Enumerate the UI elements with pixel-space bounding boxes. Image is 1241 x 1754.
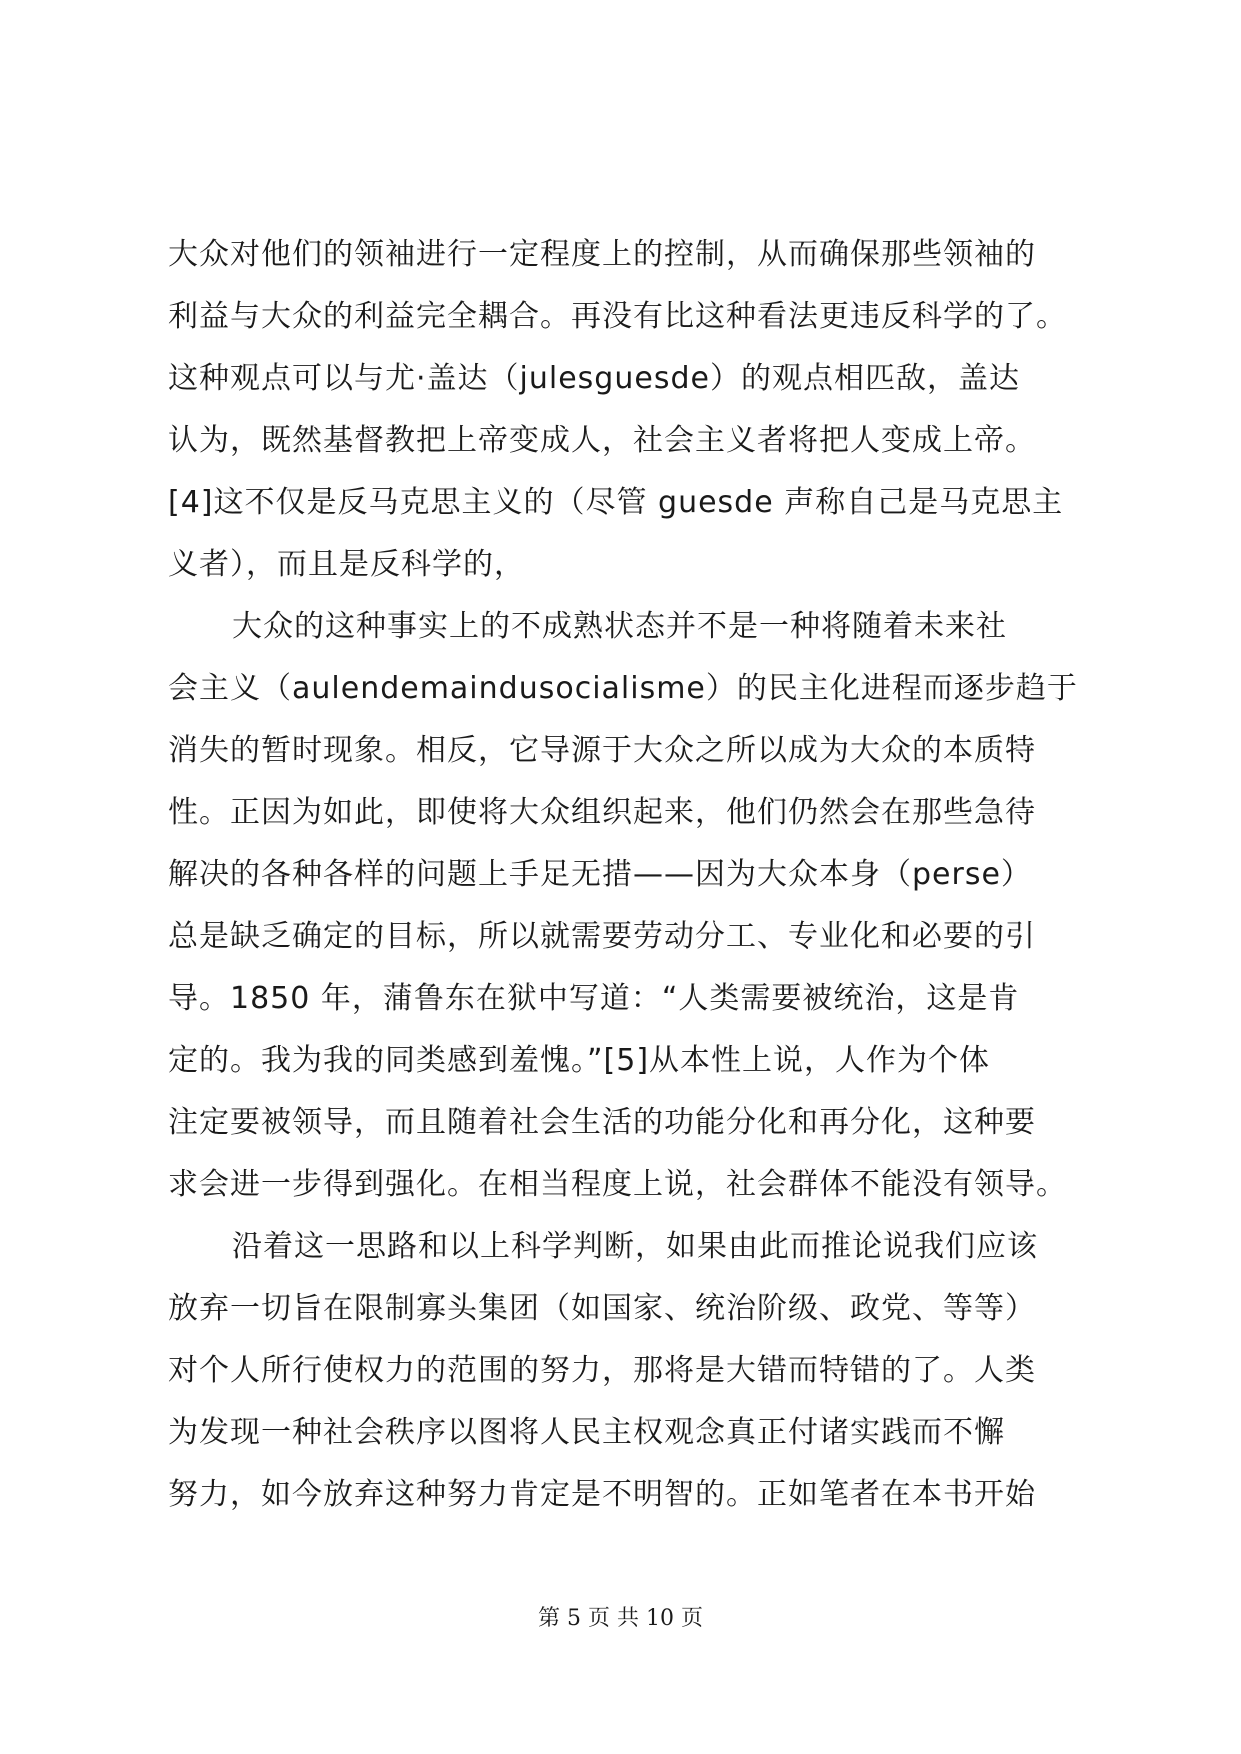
body-text: [168, 224, 1128, 1526]
page-footer: 第 5 页 共 10 页: [538, 1606, 703, 1631]
text-line: 大众对他们的领袖进行一定程度上的控制，从而确保那些领袖的: [168, 237, 1036, 272]
text-line: 总是缺乏确定的目标，所以就需要劳动分工、专业化和必要的引: [168, 919, 1036, 954]
text-line: 对个人所行使权力的范围的努力，那将是大错而特错的了。人类: [168, 1353, 1036, 1388]
text-line: 利益与大众的利益完全耦合。再没有比这种看法更违反科学的了。: [168, 299, 1067, 334]
text-line: 义者），而且是反科学的，: [168, 547, 525, 582]
text-line: 解决的各种各样的问题上手足无措——因为大众本身（perse）: [168, 857, 1032, 892]
text-line: 性。正因为如此，即使将大众组织起来，他们仍然会在那些急待: [168, 795, 1036, 830]
text-line: 导。1850 年，蒲鲁东在狱中写道：“人类需要被统治，这是肯: [168, 981, 1020, 1016]
text-line: 消失的暂时现象。相反，它导源于大众之所以成为大众的本质特: [168, 733, 1036, 768]
text-line: 定的。我为我的同类感到羞愧。”[5]从本性上说，人作为个体: [168, 1043, 991, 1078]
text-line: 会主义（aulendemaindusocialisme）的民主化进程而逐步趋于: [168, 671, 1078, 706]
paragraph-start-line: 沿着这一思路和以上科学判断，如果由此而推论说我们应该: [232, 1229, 1038, 1264]
text-line: 这种观点可以与尤·盖达（julesguesde）的观点相匹敌，盖达: [168, 361, 1020, 396]
text-line: 注定要被领导，而且随着社会生活的功能分化和再分化，这种要: [168, 1105, 1036, 1140]
text-line: 努力，如今放弃这种努力肯定是不明智的。正如笔者在本书开始: [168, 1477, 1036, 1512]
text-line: [4]这不仅是反马克思主义的（尽管 guesde 声称自己是马克思主: [168, 485, 1064, 520]
text-line: 放弃一切旨在限制寡头集团（如国家、统治阶级、政党、等等）: [168, 1291, 1036, 1326]
text-line: 认为，既然基督教把上帝变成人，社会主义者将把人变成上帝。: [168, 423, 1036, 458]
paragraph-start-line: 大众的这种事实上的不成熟状态并不是一种将随着未来社: [232, 609, 1007, 644]
text-line: 为发现一种社会秩序以图将人民主权观念真正付诸实践而不懈: [168, 1415, 1005, 1450]
text-line: 求会进一步得到强化。在相当程度上说，社会群体不能没有领导。: [168, 1167, 1067, 1202]
